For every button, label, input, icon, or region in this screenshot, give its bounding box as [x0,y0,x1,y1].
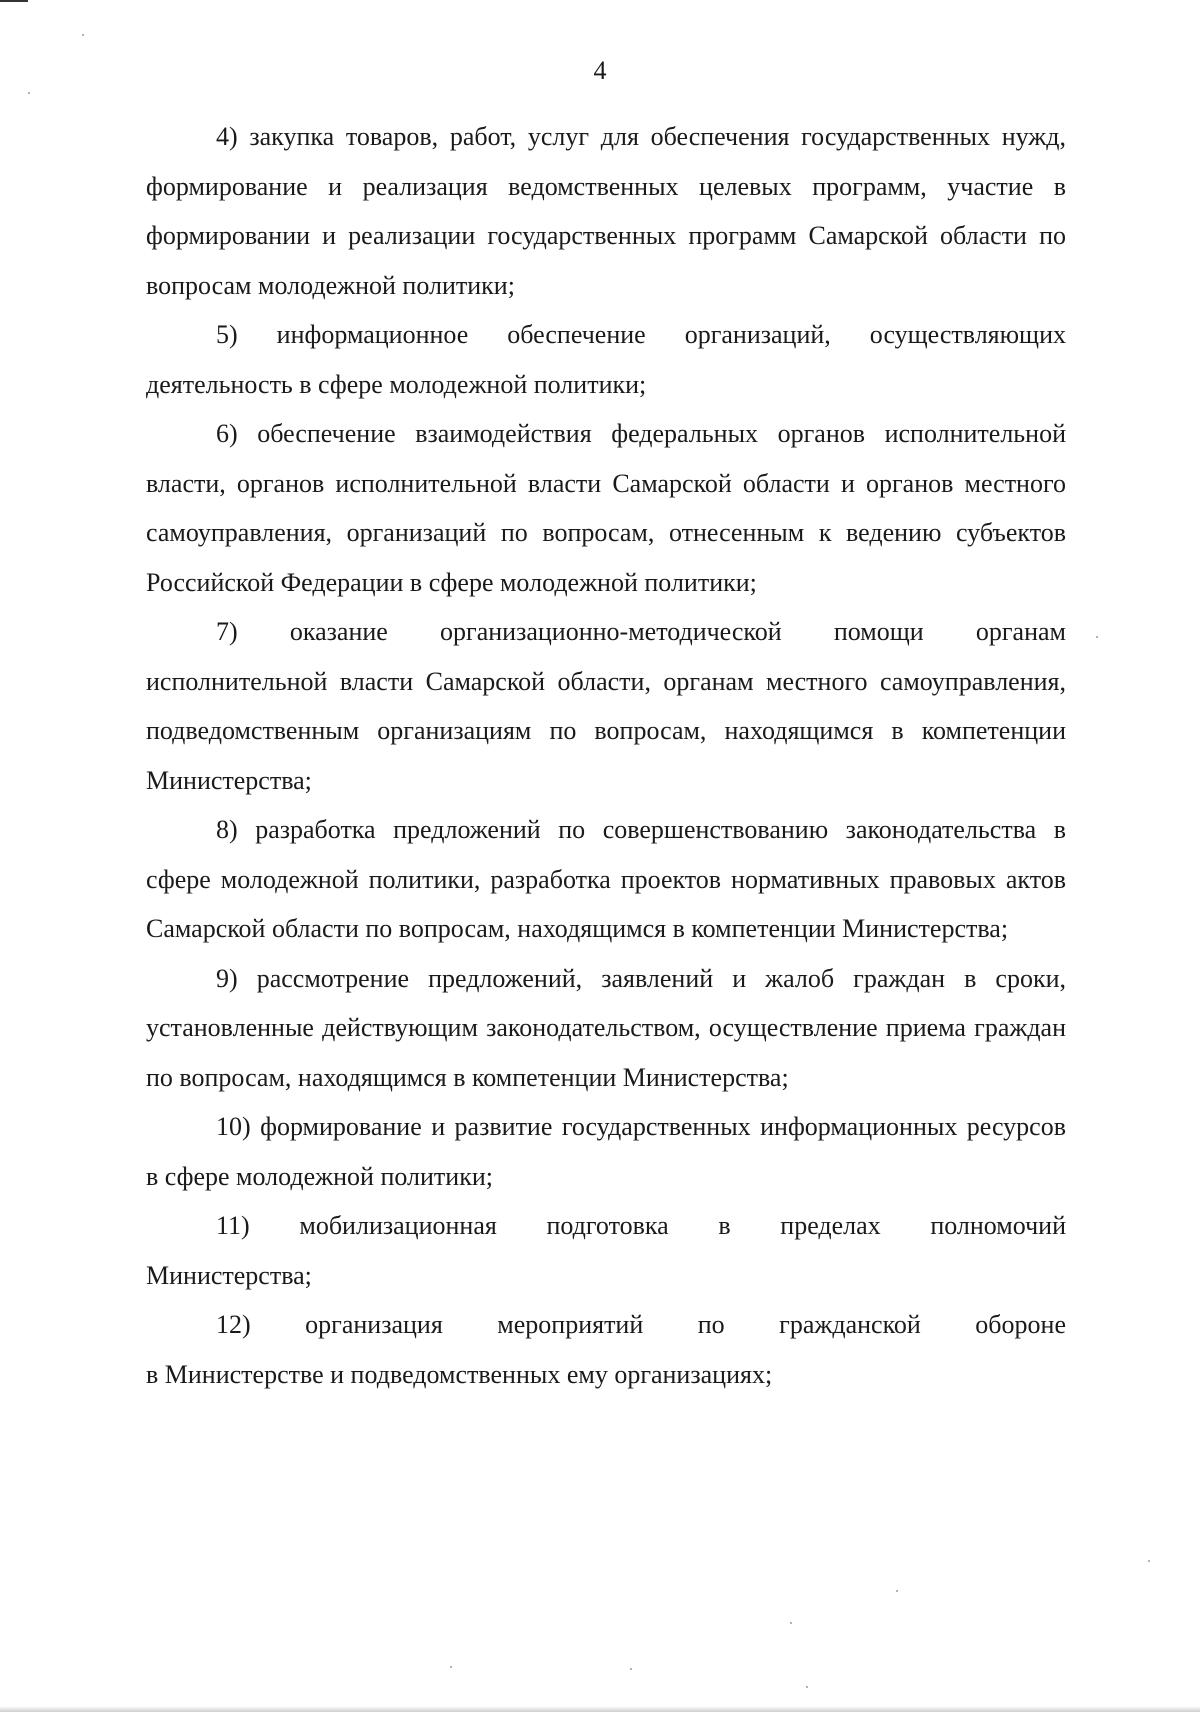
list-item-5: 5) информационное обеспечение организаций, осуществляющих деятельность в сфере молодежной политики; [146,320,1066,399]
scan-speck [1148,1560,1150,1562]
list-item-7: 7) оказание организационно-методической помощи органам исполнительной власти Самарской области, органам местного самоуправления, подведомственным организациям по вопросам, находящимся в компетенции Министерства; [146,617,1066,795]
scan-speck [1096,636,1098,638]
list-item-12-line-2: в Министерстве и подведомственных ему организациях; [146,1359,773,1389]
scan-bottom-edge [0,1706,1200,1712]
list-item-12-line-1: 12) организация мероприятий по гражданской обороне [216,1310,1066,1339]
page-number: 4 [593,56,607,85]
list-item-9: 9) рассмотрение предложений, заявлений и жалоб граждан в сроки, установленные действующим законодательством, осуществление приема граждан по вопросам, находящимся в компетенции Министерства; [146,963,1066,1092]
scan-speck [630,1668,632,1670]
scan-speck [450,1666,452,1668]
scan-edge-mark [0,0,28,2]
scan-speck [790,1622,792,1624]
scan-speck [28,92,30,94]
list-item-6: 6) обеспечение взаимодействия федеральных органов исполнительной власти, органов исполнительной власти Самарской области и органов местного самоуправления, организаций по вопросам, отнесенным к ведению субъектов Российской Федерации в сфере молодежной политики; [146,419,1066,597]
list-item-12 [146,1300,1066,1399]
list-item-11 [146,1201,1066,1300]
list-item-10: 10) формирование и развитие государственных информационных ресурсов в сфере молодежной политики; [146,1112,1066,1191]
list-item-11-line-2: Министерства; [146,1260,312,1290]
list-item-4: 4) закупка товаров, работ, услуг для обеспечения государственных нужд, формирование и реализация ведомственных целевых программ, участие в формировании и реализации государственных программ Самарской области по вопросам молодежной политики; [146,122,1066,300]
list-item-11-line-1: 11) мобилизационная подготовка в пределах полномочий [216,1211,1066,1240]
document-body [146,112,1066,1399]
list-item-8: 8) разработка предложений по совершенствованию законодательства в сфере молодежной политики, разработка проектов нормативных правовых актов Самарской области по вопросам, находящимся в компетенции Министерства; [146,815,1066,943]
scan-speck [82,34,84,36]
scan-speck [806,1686,808,1688]
scan-speck [896,1590,898,1592]
